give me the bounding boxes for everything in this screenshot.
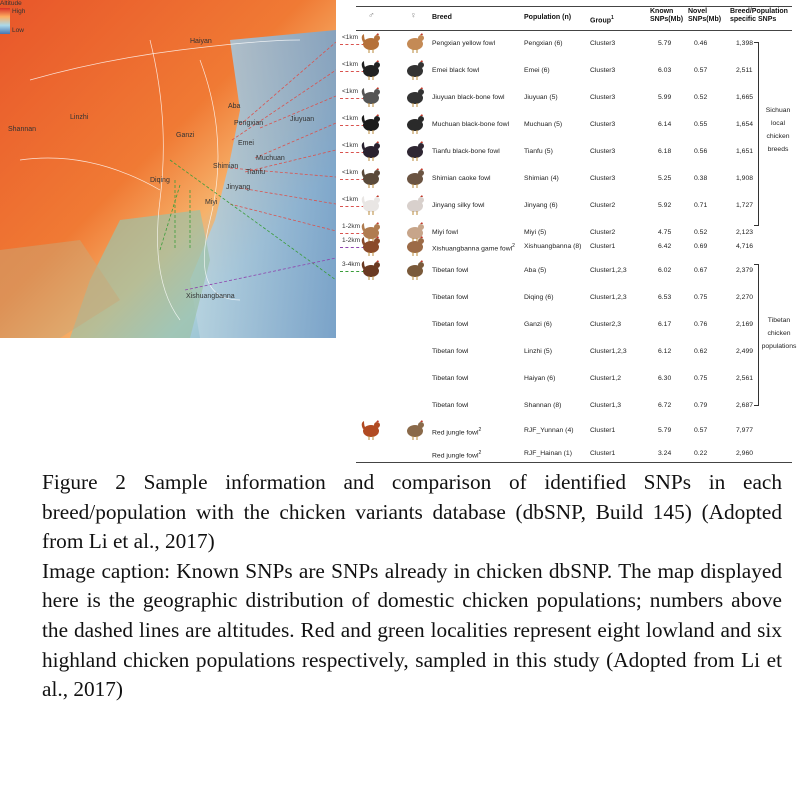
cell-specific: 2,270 bbox=[736, 294, 754, 301]
rooster-icon bbox=[360, 419, 382, 441]
legend-low: Low bbox=[12, 27, 24, 34]
cell-novel: 0.75 bbox=[694, 294, 708, 301]
cell-known: 6.18 bbox=[658, 148, 672, 155]
place-label: Shimian bbox=[213, 163, 239, 170]
cell-specific: 2,511 bbox=[736, 67, 753, 74]
cell-novel: 0.57 bbox=[694, 427, 708, 434]
cell-breed: Miyi fowl bbox=[432, 229, 459, 236]
cell-group: Cluster3 bbox=[590, 94, 616, 101]
cell-specific: 2,379 bbox=[736, 267, 754, 274]
cell-pop: Jinyang (6) bbox=[524, 202, 558, 209]
cell-specific: 2,169 bbox=[736, 321, 754, 328]
place-label: Ganzi bbox=[176, 132, 195, 139]
altitude-label: <1km bbox=[342, 34, 359, 41]
cell-novel: 0.56 bbox=[694, 148, 708, 155]
group-label-tibetan: Tibetan chicken populations bbox=[761, 317, 797, 350]
header-group: Group$^1$ bbox=[590, 15, 614, 25]
rooster-icon bbox=[360, 113, 382, 135]
header-breed: Breed bbox=[432, 14, 452, 21]
rooster-icon bbox=[360, 32, 382, 54]
cell-breed: Xishuangbanna game fowl$^2$ bbox=[432, 243, 515, 253]
cell-group: Cluster1,2,3 bbox=[590, 267, 627, 274]
table-row bbox=[338, 111, 800, 138]
cell-group: Cluster2,3 bbox=[590, 321, 621, 328]
cell-pop: Emei (6) bbox=[524, 67, 550, 74]
cell-pop: Haiyan (6) bbox=[524, 375, 556, 382]
table-row bbox=[338, 392, 800, 419]
cell-group: Cluster1 bbox=[590, 427, 616, 434]
cell-breed: Emei black fowl bbox=[432, 67, 480, 74]
table-row bbox=[338, 57, 800, 84]
cell-pop: Muchuan (5) bbox=[524, 121, 563, 128]
rooster-icon bbox=[360, 167, 382, 189]
hen-icon bbox=[404, 167, 426, 189]
hen-icon bbox=[404, 113, 426, 135]
cell-group: Cluster1,2,3 bbox=[590, 294, 627, 301]
cell-specific: 1,651 bbox=[736, 148, 754, 155]
place-label: Emei bbox=[238, 140, 254, 147]
cell-novel: 0.52 bbox=[694, 94, 708, 101]
cell-specific: 2,123 bbox=[736, 229, 754, 236]
rooster-icon bbox=[360, 194, 382, 216]
cell-pop: Jiuyuan (5) bbox=[524, 94, 558, 101]
place-label: Shannan bbox=[8, 126, 37, 133]
cell-specific: 2,561 bbox=[736, 375, 754, 382]
place-label: Miyi bbox=[205, 199, 218, 206]
cell-breed: Jiuyuan black-bone fowl bbox=[432, 94, 505, 101]
cell-known: 6.02 bbox=[658, 267, 672, 274]
cell-known: 6.53 bbox=[658, 294, 672, 301]
cell-group: Cluster1,2,3 bbox=[590, 348, 627, 355]
cell-specific: 1,654 bbox=[736, 121, 754, 128]
cell-specific: 1,908 bbox=[736, 175, 754, 182]
table-row bbox=[338, 165, 800, 192]
altitude-gradient bbox=[0, 8, 10, 34]
cell-pop: RJF_Hainan (1) bbox=[524, 450, 572, 457]
cell-known: 5.99 bbox=[658, 94, 672, 101]
cell-specific: 2,960 bbox=[736, 450, 754, 457]
rooster-icon bbox=[360, 259, 382, 281]
cell-known: 5.25 bbox=[658, 175, 672, 182]
cell-specific: 2,687 bbox=[736, 402, 754, 409]
cell-breed: Pengxian yellow fowl bbox=[432, 40, 496, 47]
legend-high: High bbox=[12, 8, 26, 15]
group-label-sichuan: Sichuan local chicken breeds bbox=[765, 107, 791, 153]
cell-group: Cluster3 bbox=[590, 175, 616, 182]
cell-specific: 7,977 bbox=[736, 427, 754, 434]
table-row bbox=[338, 233, 800, 260]
cell-specific: 1,727 bbox=[736, 202, 754, 209]
place-label: Jinyang bbox=[226, 184, 251, 191]
place-label: Haiyan bbox=[190, 38, 212, 45]
place-label: Jiuyuan bbox=[290, 116, 315, 123]
cell-specific: 1,398 bbox=[736, 40, 754, 47]
cell-breed: Tibetan fowl bbox=[432, 267, 469, 274]
cell-novel: 0.22 bbox=[694, 450, 708, 457]
cell-pop: Shimian (4) bbox=[524, 175, 559, 182]
image-caption-text: Image caption: Known SNPs are SNPs already in chicken dbSNP. The map displayed here is the geographic distribution of domestic chicken populations; numbers above the dashed lines are altitudes. Red and green localities represent eight lowland and six highland chicken populations respectively, sampled in this study (Adopted from Li et al., 2017) bbox=[42, 558, 782, 702]
hen-icon bbox=[404, 419, 426, 441]
cell-known: 5.79 bbox=[658, 40, 672, 47]
cell-breed: Muchuan black-bone fowl bbox=[432, 121, 510, 128]
cell-specific: 2,499 bbox=[736, 348, 754, 355]
header-specific-snps: Breed/Population specific SNPs bbox=[730, 8, 788, 23]
altitude-label: 3-4km bbox=[342, 261, 361, 268]
cell-pop: Shannan (8) bbox=[524, 402, 562, 409]
place-label: Diqing bbox=[150, 177, 170, 184]
female-symbol: ♀ bbox=[410, 10, 417, 20]
cell-pop: Pengxian (6) bbox=[524, 40, 563, 47]
cell-pop: Linzhi (5) bbox=[524, 348, 552, 355]
table-row bbox=[338, 284, 800, 311]
cell-group: Cluster3 bbox=[590, 121, 616, 128]
table-row bbox=[338, 338, 800, 365]
cell-known: 6.14 bbox=[658, 121, 672, 128]
cell-group: Cluster3 bbox=[590, 67, 616, 74]
cell-group: Cluster1 bbox=[590, 450, 616, 457]
hen-icon bbox=[404, 235, 426, 257]
hen-icon bbox=[404, 32, 426, 54]
table-bottom-rule bbox=[356, 462, 792, 463]
altitude-label: <1km bbox=[342, 169, 359, 176]
figure-caption bbox=[42, 468, 782, 705]
table-row bbox=[338, 30, 800, 57]
cell-breed: Red jungle fowl$^2$ bbox=[432, 427, 482, 437]
cell-breed: Shimian caoke fowl bbox=[432, 175, 491, 182]
sichuan-bracket bbox=[754, 42, 759, 226]
cell-known: 4.75 bbox=[658, 229, 672, 236]
place-label: Pengxian bbox=[234, 120, 264, 127]
cell-novel: 0.69 bbox=[694, 243, 708, 250]
place-label: Linzhi bbox=[70, 114, 89, 121]
cell-known: 6.12 bbox=[658, 348, 672, 355]
altitude-label: 1-2km bbox=[342, 237, 361, 244]
cell-breed: Tibetan fowl bbox=[432, 375, 469, 382]
cell-novel: 0.76 bbox=[694, 321, 708, 328]
cell-novel: 0.46 bbox=[694, 40, 708, 47]
cell-known: 5.79 bbox=[658, 427, 672, 434]
rooster-icon bbox=[360, 140, 382, 162]
male-symbol: ♂ bbox=[368, 10, 375, 20]
cell-group: Cluster3 bbox=[590, 148, 616, 155]
table-row bbox=[338, 365, 800, 392]
legend-title: Altitude bbox=[0, 0, 22, 7]
cell-pop: Tianfu (5) bbox=[524, 148, 553, 155]
cell-known: 5.92 bbox=[658, 202, 672, 209]
cell-known: 3.24 bbox=[658, 450, 672, 457]
place-label: Tianfu bbox=[246, 169, 266, 176]
cell-breed: Tibetan fowl bbox=[432, 348, 469, 355]
altitude-label: 1-2km bbox=[342, 223, 361, 230]
cell-group: Cluster1,3 bbox=[590, 402, 621, 409]
cell-novel: 0.67 bbox=[694, 267, 708, 274]
cell-novel: 0.62 bbox=[694, 348, 708, 355]
altitude-label: <1km bbox=[342, 142, 359, 149]
cell-group: Cluster2 bbox=[590, 202, 616, 209]
sample-table bbox=[338, 0, 800, 470]
cell-novel: 0.52 bbox=[694, 229, 708, 236]
figure-caption-text: Figure 2 Sample information and comparison of identified SNPs in each breed/population with the chicken variants database (dbSNP, Build 145) (Adopted from Li et al., 2017) bbox=[42, 470, 782, 554]
cell-group: Cluster1,2 bbox=[590, 375, 621, 382]
cell-group: Cluster2 bbox=[590, 229, 616, 236]
cell-known: 6.42 bbox=[658, 243, 672, 250]
place-label: Aba bbox=[228, 103, 241, 110]
table-row bbox=[338, 138, 800, 165]
cell-novel: 0.75 bbox=[694, 375, 708, 382]
cell-novel: 0.79 bbox=[694, 402, 708, 409]
cell-novel: 0.71 bbox=[694, 202, 708, 209]
header-known-snps: Known SNPs(Mb) bbox=[650, 8, 684, 23]
table-row bbox=[338, 192, 800, 219]
cell-breed: Red jungle fowl$^2$ bbox=[432, 450, 482, 460]
rooster-icon bbox=[360, 86, 382, 108]
cell-breed: Tibetan fowl bbox=[432, 402, 469, 409]
cell-pop: Miyi (5) bbox=[524, 229, 547, 236]
cell-pop: RJF_Yunnan (4) bbox=[524, 427, 574, 434]
hen-icon bbox=[404, 194, 426, 216]
altitude-map bbox=[0, 0, 336, 338]
cell-pop: Aba (5) bbox=[524, 267, 547, 274]
cell-pop: Diqing (6) bbox=[524, 294, 554, 301]
table-row bbox=[338, 257, 800, 284]
altitude-label: <1km bbox=[342, 61, 359, 68]
cell-known: 6.30 bbox=[658, 375, 672, 382]
table-row bbox=[338, 84, 800, 111]
cell-breed: Jinyang silky fowl bbox=[432, 202, 485, 209]
table-row bbox=[338, 311, 800, 338]
place-label: Xishuangbanna bbox=[186, 293, 235, 300]
altitude-legend bbox=[0, 0, 40, 36]
cell-known: 6.17 bbox=[658, 321, 672, 328]
place-label: Muchuan bbox=[256, 155, 285, 162]
cell-group: Cluster1 bbox=[590, 243, 616, 250]
hen-icon bbox=[404, 86, 426, 108]
cell-novel: 0.55 bbox=[694, 121, 708, 128]
altitude-label: <1km bbox=[342, 196, 359, 203]
cell-breed: Tianfu black-bone fowl bbox=[432, 148, 500, 155]
rooster-icon bbox=[360, 59, 382, 81]
rooster-icon bbox=[360, 235, 382, 257]
cell-novel: 0.57 bbox=[694, 67, 708, 74]
cell-specific: 1,665 bbox=[736, 94, 754, 101]
header-population: Population (n) bbox=[524, 14, 572, 21]
header-novel-snps: Novel SNPs(Mb) bbox=[688, 8, 722, 23]
cell-breed: Tibetan fowl bbox=[432, 321, 469, 328]
altitude-label: <1km bbox=[342, 88, 359, 95]
hen-icon bbox=[404, 59, 426, 81]
cell-specific: 4,716 bbox=[736, 243, 754, 250]
table-top-rule bbox=[356, 6, 792, 7]
cell-known: 6.03 bbox=[658, 67, 672, 74]
hen-icon bbox=[404, 140, 426, 162]
cell-known: 6.72 bbox=[658, 402, 672, 409]
cell-novel: 0.38 bbox=[694, 175, 708, 182]
altitude-label: <1km bbox=[342, 115, 359, 122]
cell-breed: Tibetan fowl bbox=[432, 294, 469, 301]
cell-pop: Ganzi (6) bbox=[524, 321, 552, 328]
hen-icon bbox=[404, 259, 426, 281]
cell-pop: Xishuangbanna (8) bbox=[524, 243, 582, 250]
cell-group: Cluster3 bbox=[590, 40, 616, 47]
